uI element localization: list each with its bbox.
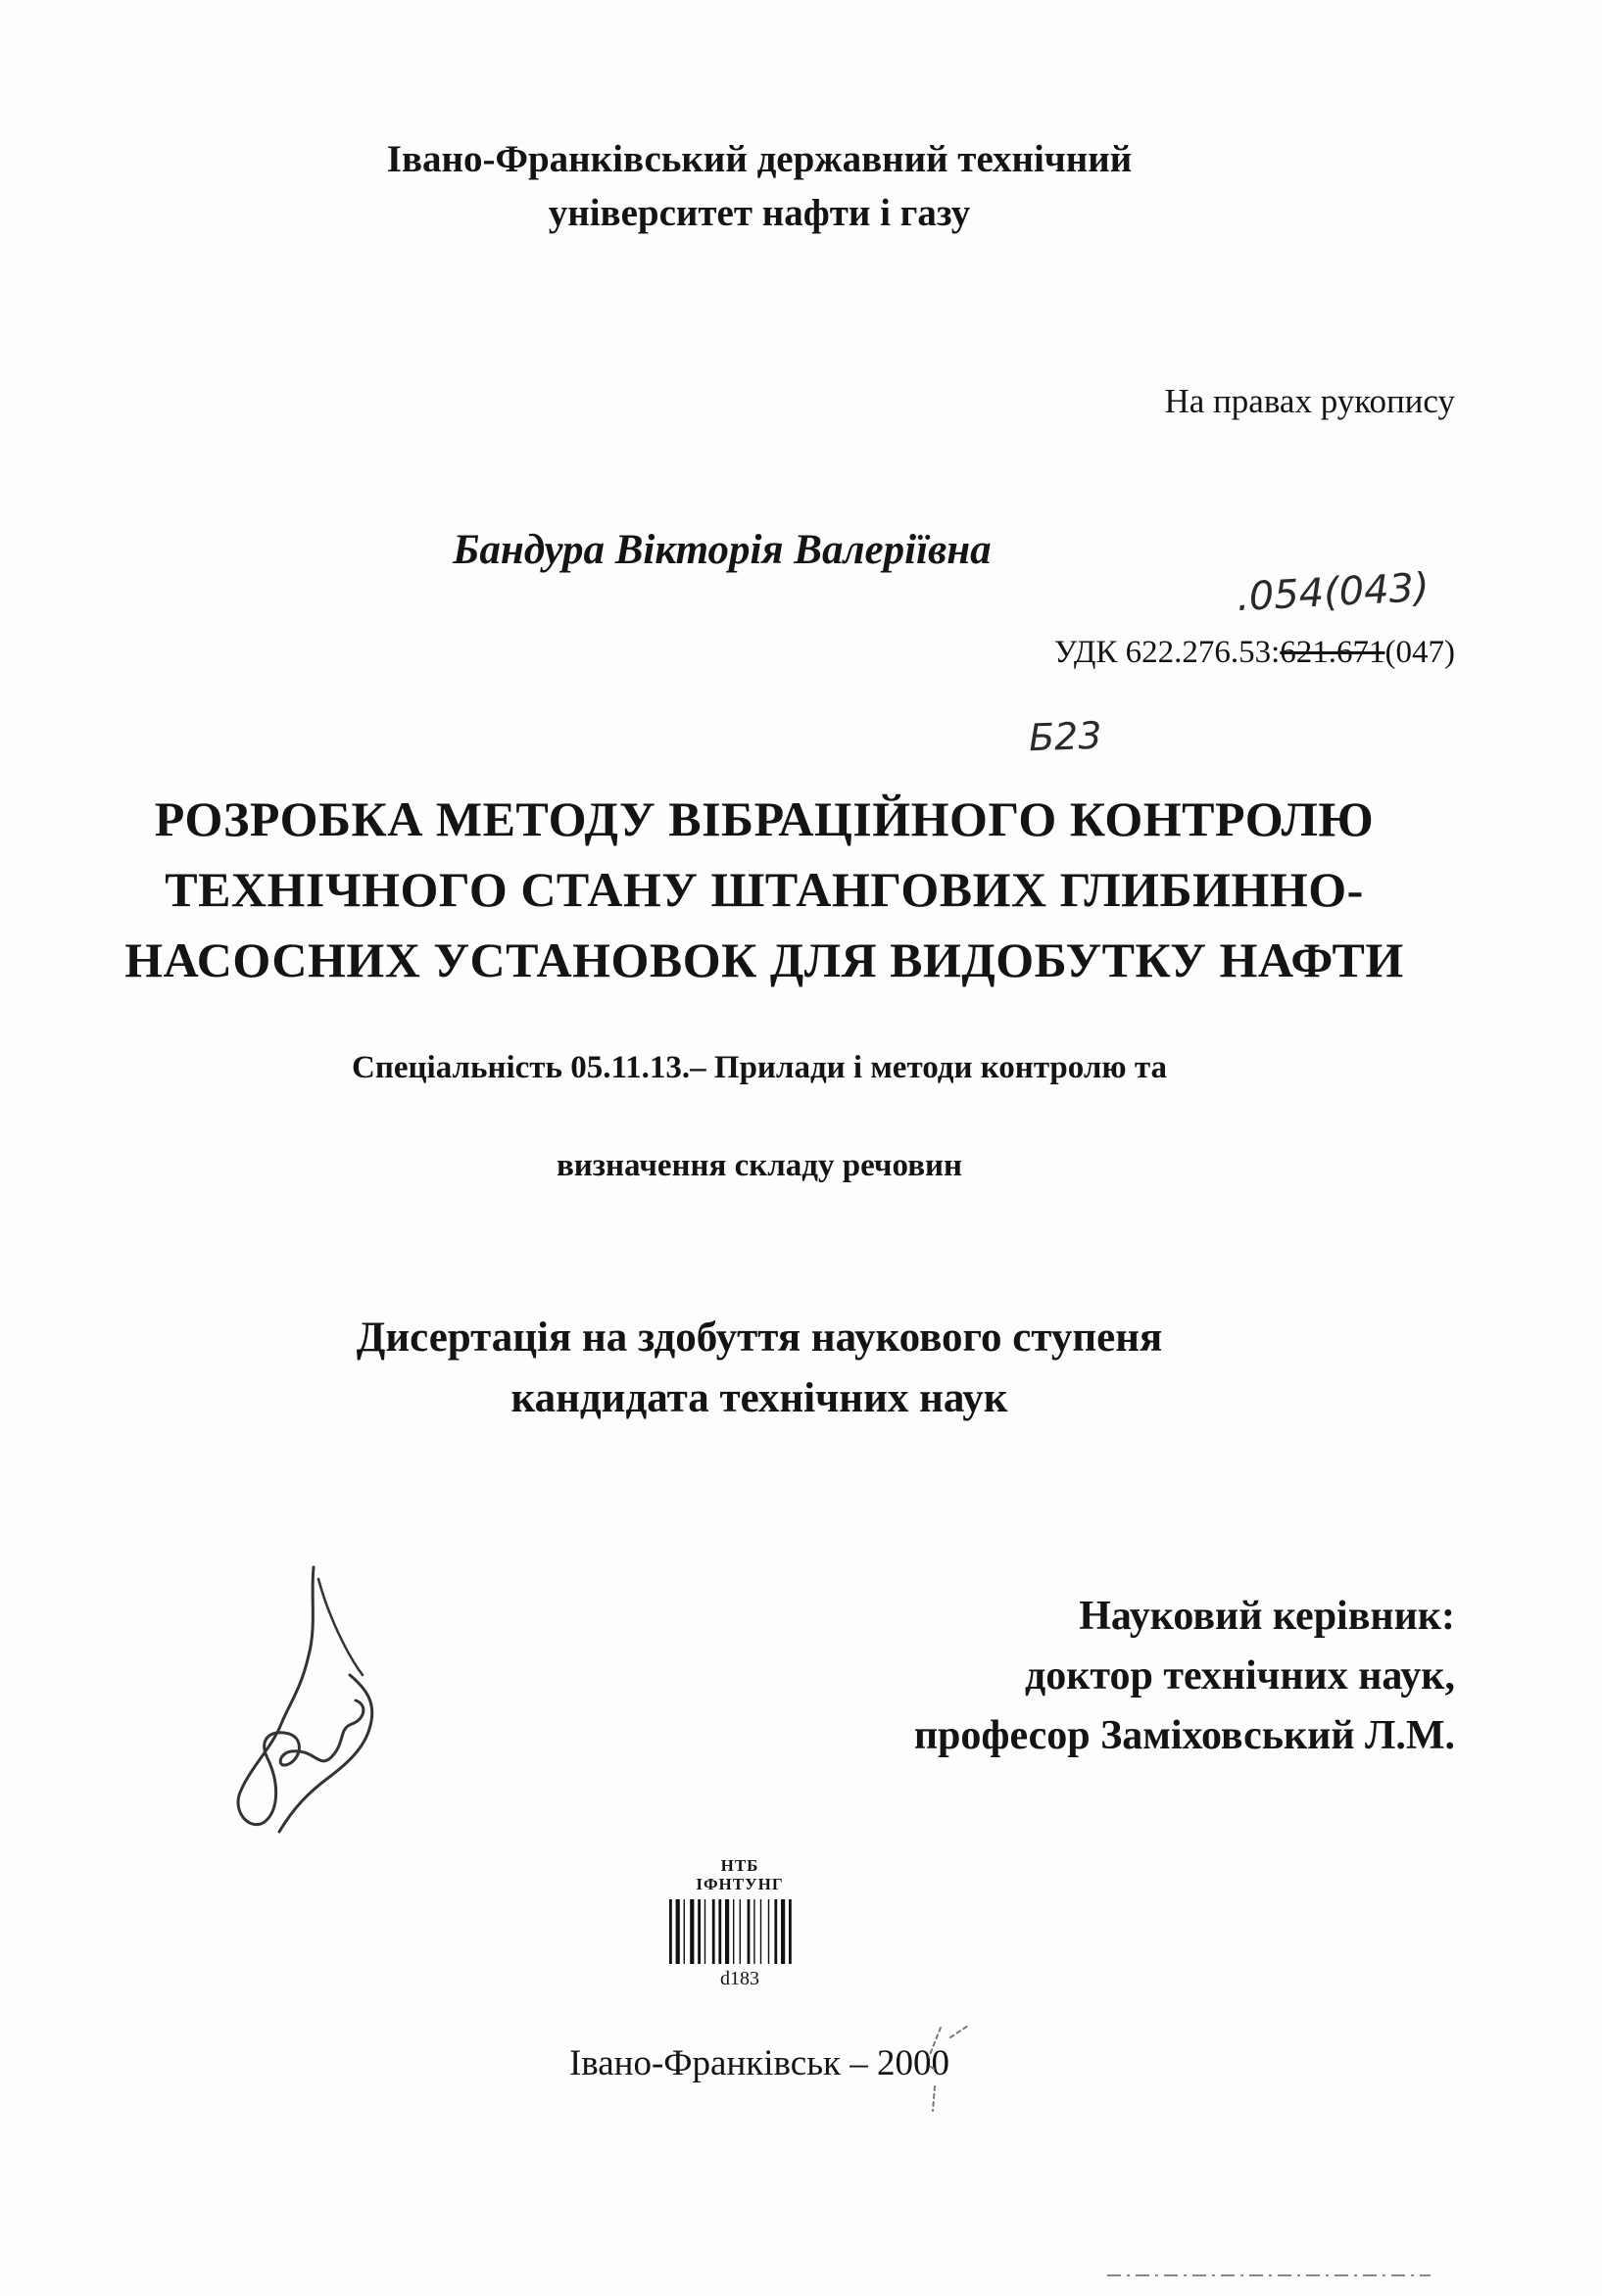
barcode — [666, 1899, 813, 1964]
supervisor-name: професор Заміховський Л.М. — [913, 1713, 1455, 1758]
dissertation-title — [88, 784, 1440, 995]
barcode-bar — [733, 1899, 734, 1964]
title-line-3: НАСОСНИХ УСТАНОВОК ДЛЯ ВИДОБУТКУ НАФТИ — [124, 933, 1404, 987]
udc-suffix: (047) — [1384, 635, 1455, 670]
barcode-bar — [760, 1899, 761, 1964]
scan-edge-mark — [1107, 2271, 1431, 2280]
udc-code — [1054, 635, 1455, 671]
barcode-bar — [704, 1899, 705, 1964]
barcode-bar — [690, 1899, 694, 1964]
barcode-bar — [768, 1899, 769, 1964]
specialty-line-1: Спеціальність 05.11.13.– Прилади і методи контролю та — [352, 1050, 1167, 1085]
title-line-2: ТЕХНІЧНОГО СТАНУ ШТАНГОВИХ ГЛИБИННО- — [165, 862, 1364, 917]
library-stamp — [656, 1856, 823, 1989]
specialty-line-2: визначення складу речовин — [556, 1148, 963, 1183]
barcode-bar — [698, 1899, 701, 1964]
title-line-1: РОЗРОБКА МЕТОДУ ВІБРАЦІЙНОГО КОНТРОЛЮ — [154, 791, 1375, 846]
barcode-bar — [684, 1899, 685, 1964]
barcode-bar — [781, 1899, 785, 1964]
barcode-bar — [712, 1899, 715, 1964]
degree-line-2: кандидата технічних наук — [510, 1375, 1008, 1421]
barcode-bar — [676, 1899, 680, 1964]
barcode-bar — [748, 1899, 751, 1964]
supervisor-label: Науковий керівник: — [1079, 1594, 1455, 1639]
barcode-bar — [753, 1899, 754, 1964]
barcode-bar — [740, 1899, 741, 1964]
degree-statement — [0, 1308, 1519, 1429]
handwritten-shelf-mark: Б23 — [1028, 713, 1103, 760]
barcode-bar — [725, 1899, 729, 1964]
degree-line-1: Дисертація на здобуття наукового ступеня — [356, 1315, 1163, 1361]
specialty — [0, 1019, 1519, 1215]
university-name — [0, 132, 1519, 240]
supervisor-degree: доктор технічних наук, — [1024, 1653, 1455, 1698]
library-stamp-number: d183 — [720, 1968, 759, 1989]
city-year: Івано-Франківськ – 2000 — [568, 2043, 950, 2083]
pencil-mark — [911, 2018, 1019, 2126]
handwritten-code: .054(043) — [1235, 564, 1431, 621]
university-line-1: Івано-Франківський державний технічний — [386, 138, 1133, 180]
udc-struck-part: 621.671 — [1280, 635, 1385, 670]
university-line-2: університет нафти і газу — [548, 192, 971, 234]
library-stamp-line-1: НТБ — [720, 1856, 759, 1875]
author-name: Бандура Вікторія Валеріївна — [453, 527, 992, 573]
library-stamp-line-2: ІФНТУНГ — [696, 1875, 784, 1893]
barcode-bar — [789, 1899, 792, 1964]
barcode-bar — [669, 1899, 672, 1964]
udc-prefix: УДК 622.276.53: — [1053, 635, 1281, 670]
barcode-bar — [718, 1899, 721, 1964]
handwritten-signature — [220, 1557, 387, 1842]
barcode-bar — [774, 1899, 777, 1964]
supervisor-block — [914, 1587, 1455, 1766]
rights-note: На правах рукопису — [1164, 382, 1455, 420]
